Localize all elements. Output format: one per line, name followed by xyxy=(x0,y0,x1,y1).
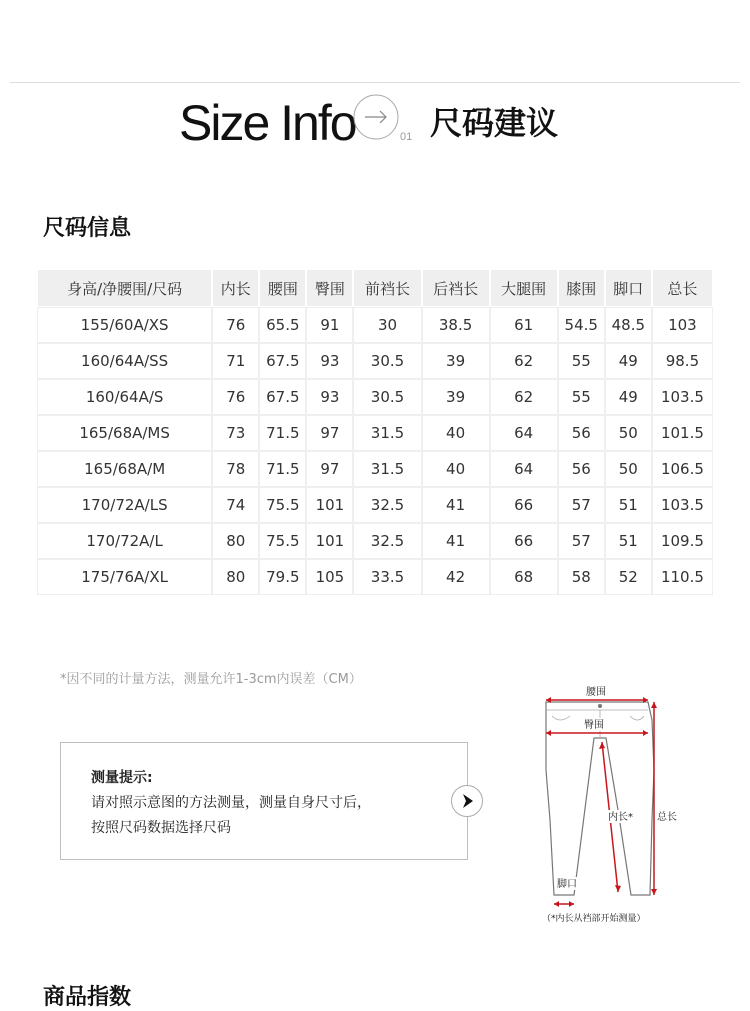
table-cell: 98.5 xyxy=(653,344,712,378)
table-header: 大腿围 xyxy=(491,270,557,306)
table-cell: 106.5 xyxy=(653,452,712,486)
table-cell: 80 xyxy=(213,524,258,558)
table-row xyxy=(38,308,712,342)
table-row xyxy=(38,416,712,450)
table-cell: 48.5 xyxy=(606,308,651,342)
table-cell: 32.5 xyxy=(354,524,420,558)
diagram-label-hem: 脚口 xyxy=(557,879,577,890)
table-cell: 165/68A/M xyxy=(38,452,211,486)
table-header-row xyxy=(38,270,712,306)
table-header: 后裆长 xyxy=(423,270,489,306)
table-cell: 55 xyxy=(559,380,604,414)
table-cell: 31.5 xyxy=(354,416,420,450)
table-cell: 80 xyxy=(213,560,258,594)
table-cell: 56 xyxy=(559,416,604,450)
table-cell: 103 xyxy=(653,308,712,342)
table-cell: 49 xyxy=(606,380,651,414)
table-cell: 62 xyxy=(491,380,557,414)
table-cell: 67.5 xyxy=(260,380,305,414)
table-cell: 32.5 xyxy=(354,488,420,522)
table-cell: 40 xyxy=(423,416,489,450)
table-cell: 38.5 xyxy=(423,308,489,342)
diagram-label-waist: 腰围 xyxy=(586,687,606,698)
diagram-footnote: （*内长从裆部开始测量） xyxy=(542,914,646,924)
table-cell: 75.5 xyxy=(260,488,305,522)
table-cell: 101 xyxy=(307,524,352,558)
table-cell: 71.5 xyxy=(260,416,305,450)
table-cell: 52 xyxy=(606,560,651,594)
table-cell: 56 xyxy=(559,452,604,486)
table-cell: 97 xyxy=(307,452,352,486)
table-cell: 65.5 xyxy=(260,308,305,342)
tip-line: 按照尺码数据选择尺码 xyxy=(91,820,231,836)
table-row xyxy=(38,344,712,378)
table-cell: 97 xyxy=(307,416,352,450)
table-cell: 64 xyxy=(491,452,557,486)
table-cell: 49 xyxy=(606,344,651,378)
table-cell: 54.5 xyxy=(559,308,604,342)
table-cell: 51 xyxy=(606,524,651,558)
table-cell: 175/76A/XL xyxy=(38,560,211,594)
size-table xyxy=(36,268,714,596)
table-cell: 41 xyxy=(423,488,489,522)
chevron-right-icon xyxy=(452,786,482,816)
table-cell: 42 xyxy=(423,560,489,594)
table-cell: 103.5 xyxy=(653,380,712,414)
table-cell: 91 xyxy=(307,308,352,342)
table-header: 膝围 xyxy=(559,270,604,306)
table-cell: 71 xyxy=(213,344,258,378)
table-cell: 64 xyxy=(491,416,557,450)
table-cell: 76 xyxy=(213,380,258,414)
hero-title-en: Size Info xyxy=(179,95,356,151)
table-cell: 155/60A/XS xyxy=(38,308,211,342)
table-cell: 160/64A/SS xyxy=(38,344,211,378)
table-cell: 71.5 xyxy=(260,452,305,486)
hero-index: 01 xyxy=(400,131,413,143)
table-cell: 73 xyxy=(213,416,258,450)
table-header: 前裆长 xyxy=(354,270,420,306)
table-cell: 75.5 xyxy=(260,524,305,558)
table-cell: 39 xyxy=(423,380,489,414)
table-cell: 58 xyxy=(559,560,604,594)
size-info-header xyxy=(0,92,750,154)
top-divider xyxy=(10,82,740,83)
table-cell: 50 xyxy=(606,416,651,450)
table-cell: 30.5 xyxy=(354,344,420,378)
table-cell: 61 xyxy=(491,308,557,342)
diagram-label-length: 总长 xyxy=(657,812,677,823)
table-cell: 51 xyxy=(606,488,651,522)
table-cell: 101 xyxy=(307,488,352,522)
table-cell: 170/72A/L xyxy=(38,524,211,558)
arrow-right-icon xyxy=(352,92,402,142)
table-cell: 33.5 xyxy=(354,560,420,594)
table-cell: 40 xyxy=(423,452,489,486)
table-cell: 66 xyxy=(491,524,557,558)
table-cell: 93 xyxy=(307,344,352,378)
table-cell: 93 xyxy=(307,380,352,414)
table-cell: 74 xyxy=(213,488,258,522)
table-row xyxy=(38,524,712,558)
table-cell: 68 xyxy=(491,560,557,594)
table-cell: 76 xyxy=(213,308,258,342)
table-cell: 66 xyxy=(491,488,557,522)
table-cell: 39 xyxy=(423,344,489,378)
pants-measurement-diagram xyxy=(530,680,690,930)
table-row xyxy=(38,560,712,594)
table-row xyxy=(38,488,712,522)
table-cell: 170/72A/LS xyxy=(38,488,211,522)
table-cell: 30.5 xyxy=(354,380,420,414)
table-header: 身高/净腰围/尺码 xyxy=(38,270,211,306)
table-row xyxy=(38,452,712,486)
table-cell: 160/64A/S xyxy=(38,380,211,414)
table-cell: 67.5 xyxy=(260,344,305,378)
table-row xyxy=(38,380,712,414)
diagram-label-hip: 臀围 xyxy=(584,720,604,731)
table-cell: 79.5 xyxy=(260,560,305,594)
diagram-label-inseam: 内长* xyxy=(608,812,633,823)
tip-title: 测量提示: xyxy=(91,770,153,786)
table-cell: 103.5 xyxy=(653,488,712,522)
table-cell: 57 xyxy=(559,524,604,558)
table-header: 脚口 xyxy=(606,270,651,306)
table-cell: 41 xyxy=(423,524,489,558)
tip-line: 请对照示意图的方法测量，测量自身尺寸后， xyxy=(91,795,371,811)
section-title-product-index: 商品指数 xyxy=(43,985,132,1010)
hero-title-cn: 尺码建议 xyxy=(430,104,559,142)
table-cell: 109.5 xyxy=(653,524,712,558)
table-cell: 50 xyxy=(606,452,651,486)
table-cell: 105 xyxy=(307,560,352,594)
table-cell: 110.5 xyxy=(653,560,712,594)
table-header: 内长 xyxy=(213,270,258,306)
table-header: 腰围 xyxy=(260,270,305,306)
table-cell: 55 xyxy=(559,344,604,378)
table-header: 总长 xyxy=(653,270,712,306)
measurement-tip-box xyxy=(60,742,468,860)
tip-next-button[interactable] xyxy=(451,785,483,817)
table-cell: 62 xyxy=(491,344,557,378)
table-cell: 57 xyxy=(559,488,604,522)
table-cell: 30 xyxy=(354,308,420,342)
measurement-note: *因不同的计量方法，测量允许1-3cm内误差（CM） xyxy=(60,672,362,687)
table-header: 臀围 xyxy=(307,270,352,306)
table-cell: 78 xyxy=(213,452,258,486)
table-cell: 101.5 xyxy=(653,416,712,450)
section-title-size-info: 尺码信息 xyxy=(43,216,132,241)
table-cell: 165/68A/MS xyxy=(38,416,211,450)
table-cell: 31.5 xyxy=(354,452,420,486)
